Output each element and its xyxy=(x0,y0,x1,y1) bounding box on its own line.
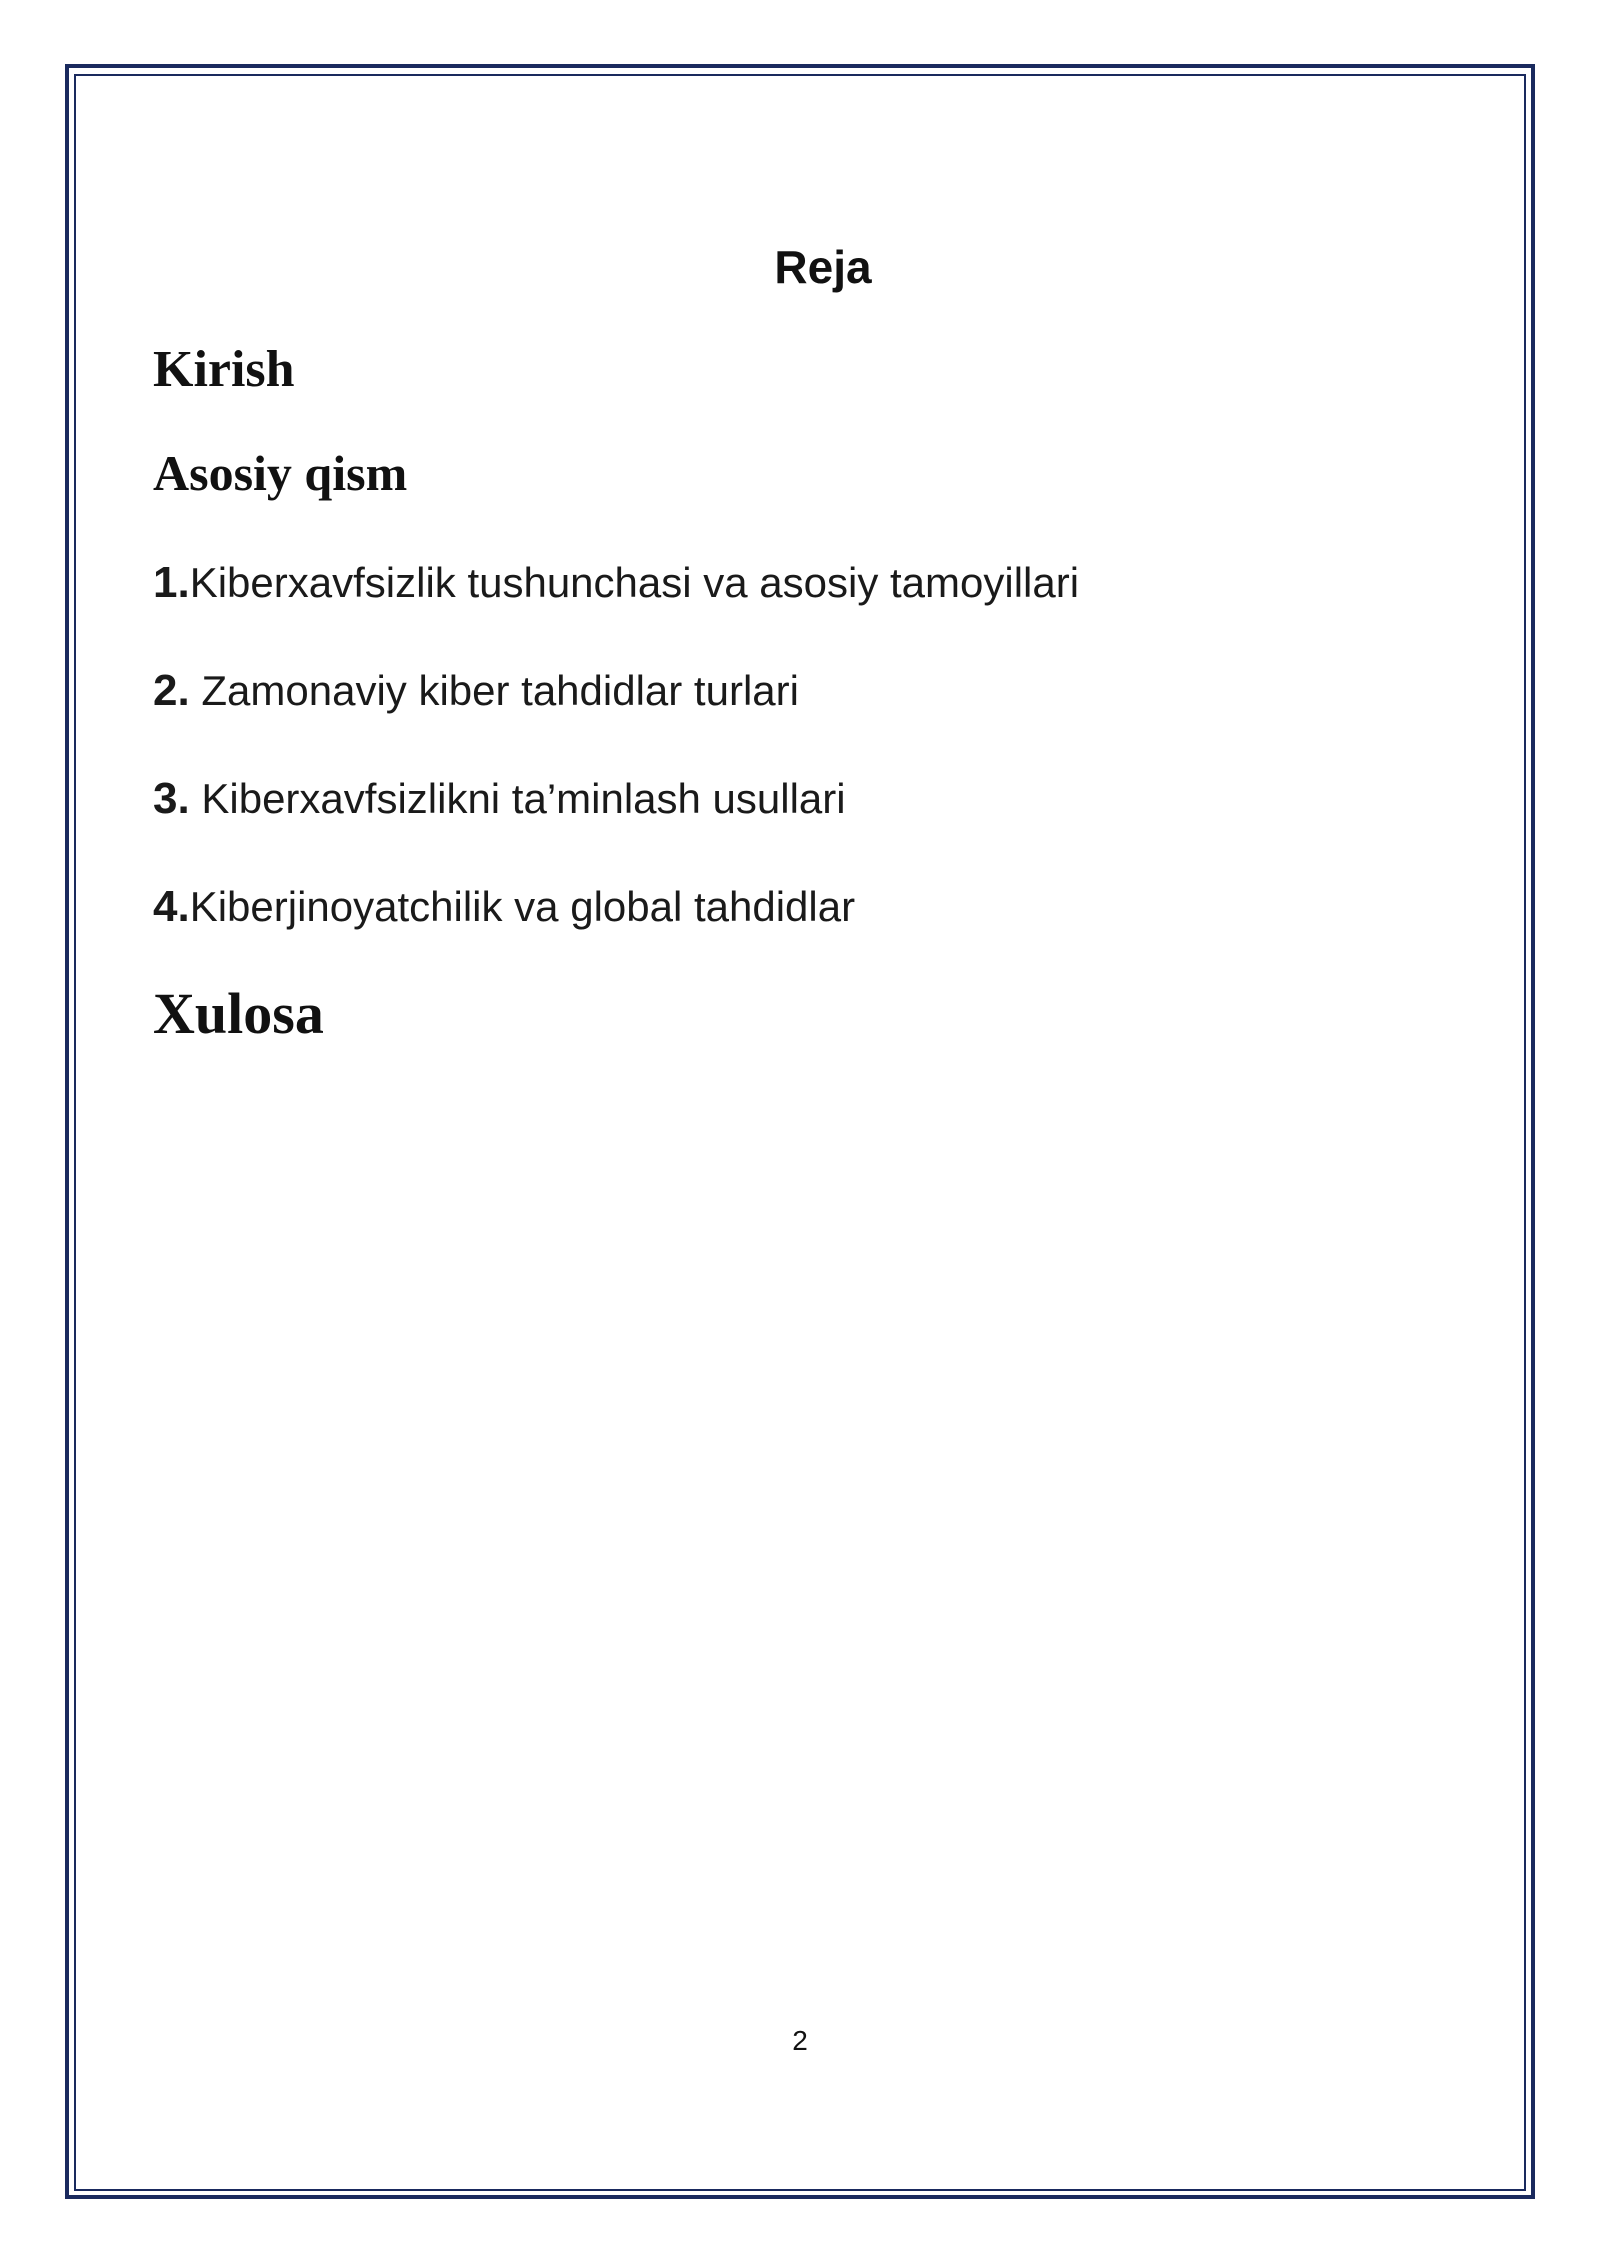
list-item-number: 2. xyxy=(153,666,190,715)
list-item xyxy=(153,558,1079,608)
page-title: Reja xyxy=(774,241,872,293)
section-heading-main: Asosiy qism xyxy=(153,445,408,501)
list-item-text: Zamonaviy kiber tahdidlar turlari xyxy=(189,667,799,714)
section-heading-conclusion: Xulosa xyxy=(153,981,324,1046)
list-item-number: 1. xyxy=(153,558,190,607)
list-item xyxy=(153,774,846,824)
list-item-number: 4. xyxy=(153,882,190,931)
section-heading-intro: Kirish xyxy=(153,341,295,398)
list-item-text: Kiberxavfsizlikni ta’minlash usullari xyxy=(189,775,846,822)
list-item-text: Kiberxavfsizlik tushunchasi va asosiy tamoyillari xyxy=(189,559,1080,606)
list-item xyxy=(153,666,799,716)
list-item-text: Kiberjinoyatchilik va global tahdidlar xyxy=(189,883,856,930)
list-item xyxy=(153,882,855,932)
page-number: 2 xyxy=(792,2025,808,2056)
list-item-number: 3. xyxy=(153,774,190,823)
